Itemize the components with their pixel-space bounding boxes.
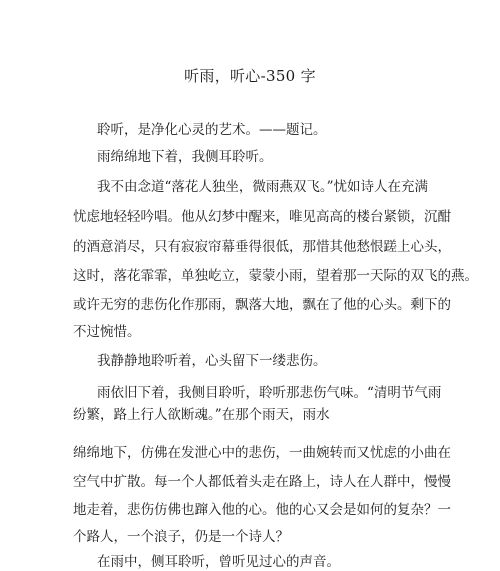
paragraph-poem-line: 不过惋惜。: [73, 324, 141, 340]
paragraph-epigraph-line: 聆听，是净化心灵的艺术。——题记。: [97, 122, 327, 138]
paragraph-poem-line: 这时，落花霏霏，单独屹立，蒙蒙小雨，望着那一天际的双飞的燕。: [73, 268, 478, 284]
paragraph-closing-line: 在雨中，侧耳聆听，曾听见过心的声音。: [97, 554, 340, 570]
paragraph-rain-line: 雨依旧下着，我侧目聆听，聆听那悲伤气味。“清明节气雨: [97, 385, 442, 401]
paragraph-rain-line: 纷繁，路上行人欲断魂。”在那个雨天，雨水: [73, 407, 330, 423]
paragraph-poem-line: 的酒意消尽，只有寂寂帘幕垂得很低，那惜其他愁恨蹉上心头，: [73, 239, 451, 255]
paragraph-poet-line: 空气中扩散。每一个人都低着头走在路上，诗人在人群中，慢慢: [73, 474, 451, 490]
paragraph-poet-line: 个路人，一个浪子，仍是一个诗人？: [73, 529, 289, 545]
paragraph-poet-line: 地走着，悲伤仿佛也蹿入他的心。他的心又会是如何的复杂？一: [73, 502, 451, 518]
paragraph-poem-line: 我不由念道“落花人独坐，微雨燕双飞。”忧如诗人在充满: [97, 179, 429, 195]
paragraph-listen-line: 我静静地聆听着，心头留下一缕悲伤。: [97, 353, 327, 369]
paragraph-intro-line: 雨绵绵地下着，我侧耳聆听。: [97, 149, 273, 165]
paragraph-poem-line: 或许无穷的悲伤化作那雨，飘落大地，飘在了他的心头。剩下的: [73, 297, 451, 313]
paragraph-poem-line: 忧虑地轻轻吟唱。他从幻梦中醒来，唯见高高的楼台紧锁，沉酣: [73, 209, 451, 225]
document-title: 听雨，听心-350 字: [184, 67, 316, 85]
paragraph-poet-line: 绵绵地下，仿佛在发泄心中的悲伤，一曲婉转而又忧虑的小曲在: [73, 445, 451, 461]
